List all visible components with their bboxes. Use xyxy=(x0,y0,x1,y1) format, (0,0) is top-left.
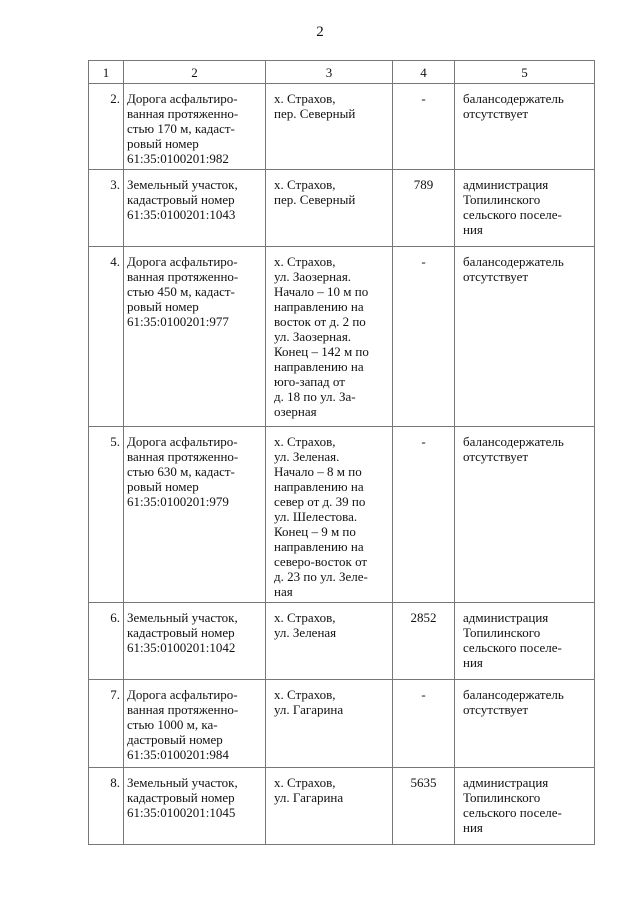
object-description: Земельный участок, кадастровый номер 61:35:0100201:1042 xyxy=(124,603,266,680)
column-header-3: 3 xyxy=(266,61,393,84)
object-address: х. Страхов, пер. Северный xyxy=(266,84,393,170)
row-number: 8. xyxy=(89,768,124,845)
table-row xyxy=(89,170,595,247)
balance-holder: балансодержатель отсутствует xyxy=(455,680,595,768)
object-area: 2852 xyxy=(393,603,455,680)
balance-holder: администрация Топилинского сельского поселе- ния xyxy=(455,768,595,845)
object-description: Земельный участок, кадастровый номер 61:35:0100201:1043 xyxy=(124,170,266,247)
column-header-1: 1 xyxy=(89,61,124,84)
object-address: х. Страхов, ул. Гагарина xyxy=(266,680,393,768)
table-row xyxy=(89,427,595,603)
object-description: Земельный участок, кадастровый номер 61:35:0100201:1045 xyxy=(124,768,266,845)
page-number: 2 xyxy=(316,24,324,40)
object-address: х. Страхов, ул. Зеленая xyxy=(266,603,393,680)
table-row xyxy=(89,603,595,680)
row-number: 7. xyxy=(89,680,124,768)
table-row xyxy=(89,680,595,768)
object-description: Дорога асфальтиро- ванная протяженно- стью 450 м, кадаст- ровый номер 61:35:0100201:977 xyxy=(124,247,266,427)
balance-holder: администрация Топилинского сельского поселе- ния xyxy=(455,603,595,680)
table-row xyxy=(89,768,595,845)
object-area: 5635 xyxy=(393,768,455,845)
object-description: Дорога асфальтиро- ванная протяженно- стью 1000 м, ка- дастровый номер 61:35:0100201:984 xyxy=(124,680,266,768)
balance-holder: балансодержатель отсутствует xyxy=(455,84,595,170)
object-area: - xyxy=(393,427,455,603)
registry-table xyxy=(88,60,595,845)
row-number: 2. xyxy=(89,84,124,170)
row-number: 6. xyxy=(89,603,124,680)
balance-holder: балансодержатель отсутствует xyxy=(455,427,595,603)
row-number: 4. xyxy=(89,247,124,427)
balance-holder: администрация Топилинского сельского поселе- ния xyxy=(455,170,595,247)
object-address: х. Страхов, пер. Северный xyxy=(266,170,393,247)
object-area: - xyxy=(393,84,455,170)
object-description: Дорога асфальтиро- ванная протяженно- стью 630 м, кадаст- ровый номер 61:35:0100201:979 xyxy=(124,427,266,603)
row-number: 5. xyxy=(89,427,124,603)
object-area: - xyxy=(393,247,455,427)
object-description: Дорога асфальтиро- ванная протяженно- стью 170 м, кадаст- ровый номер 61:35:0100201:982 xyxy=(124,84,266,170)
balance-holder: балансодержатель отсутствует xyxy=(455,247,595,427)
table-row xyxy=(89,247,595,427)
column-header-4: 4 xyxy=(393,61,455,84)
object-area: - xyxy=(393,680,455,768)
table-row xyxy=(89,84,595,170)
row-number: 3. xyxy=(89,170,124,247)
table-header-row xyxy=(89,61,595,84)
object-area: 789 xyxy=(393,170,455,247)
column-header-2: 2 xyxy=(124,61,266,84)
object-address: х. Страхов, ул. Гагарина xyxy=(266,768,393,845)
column-header-5: 5 xyxy=(455,61,595,84)
object-address: х. Страхов, ул. Зеленая. Начало – 8 м по направлению на север от д. 39 по ул. Шелестова. Конец – 9 м по направлению на северо-восток от д. 23 по ул. Зеле- ная xyxy=(266,427,393,603)
object-address: х. Страхов, ул. Заозерная. Начало – 10 м по направлению на восток от д. 2 по ул. Заозерная. Конец – 142 м по направлению на юго-запад от д. 18 по ул. За- озерная xyxy=(266,247,393,427)
